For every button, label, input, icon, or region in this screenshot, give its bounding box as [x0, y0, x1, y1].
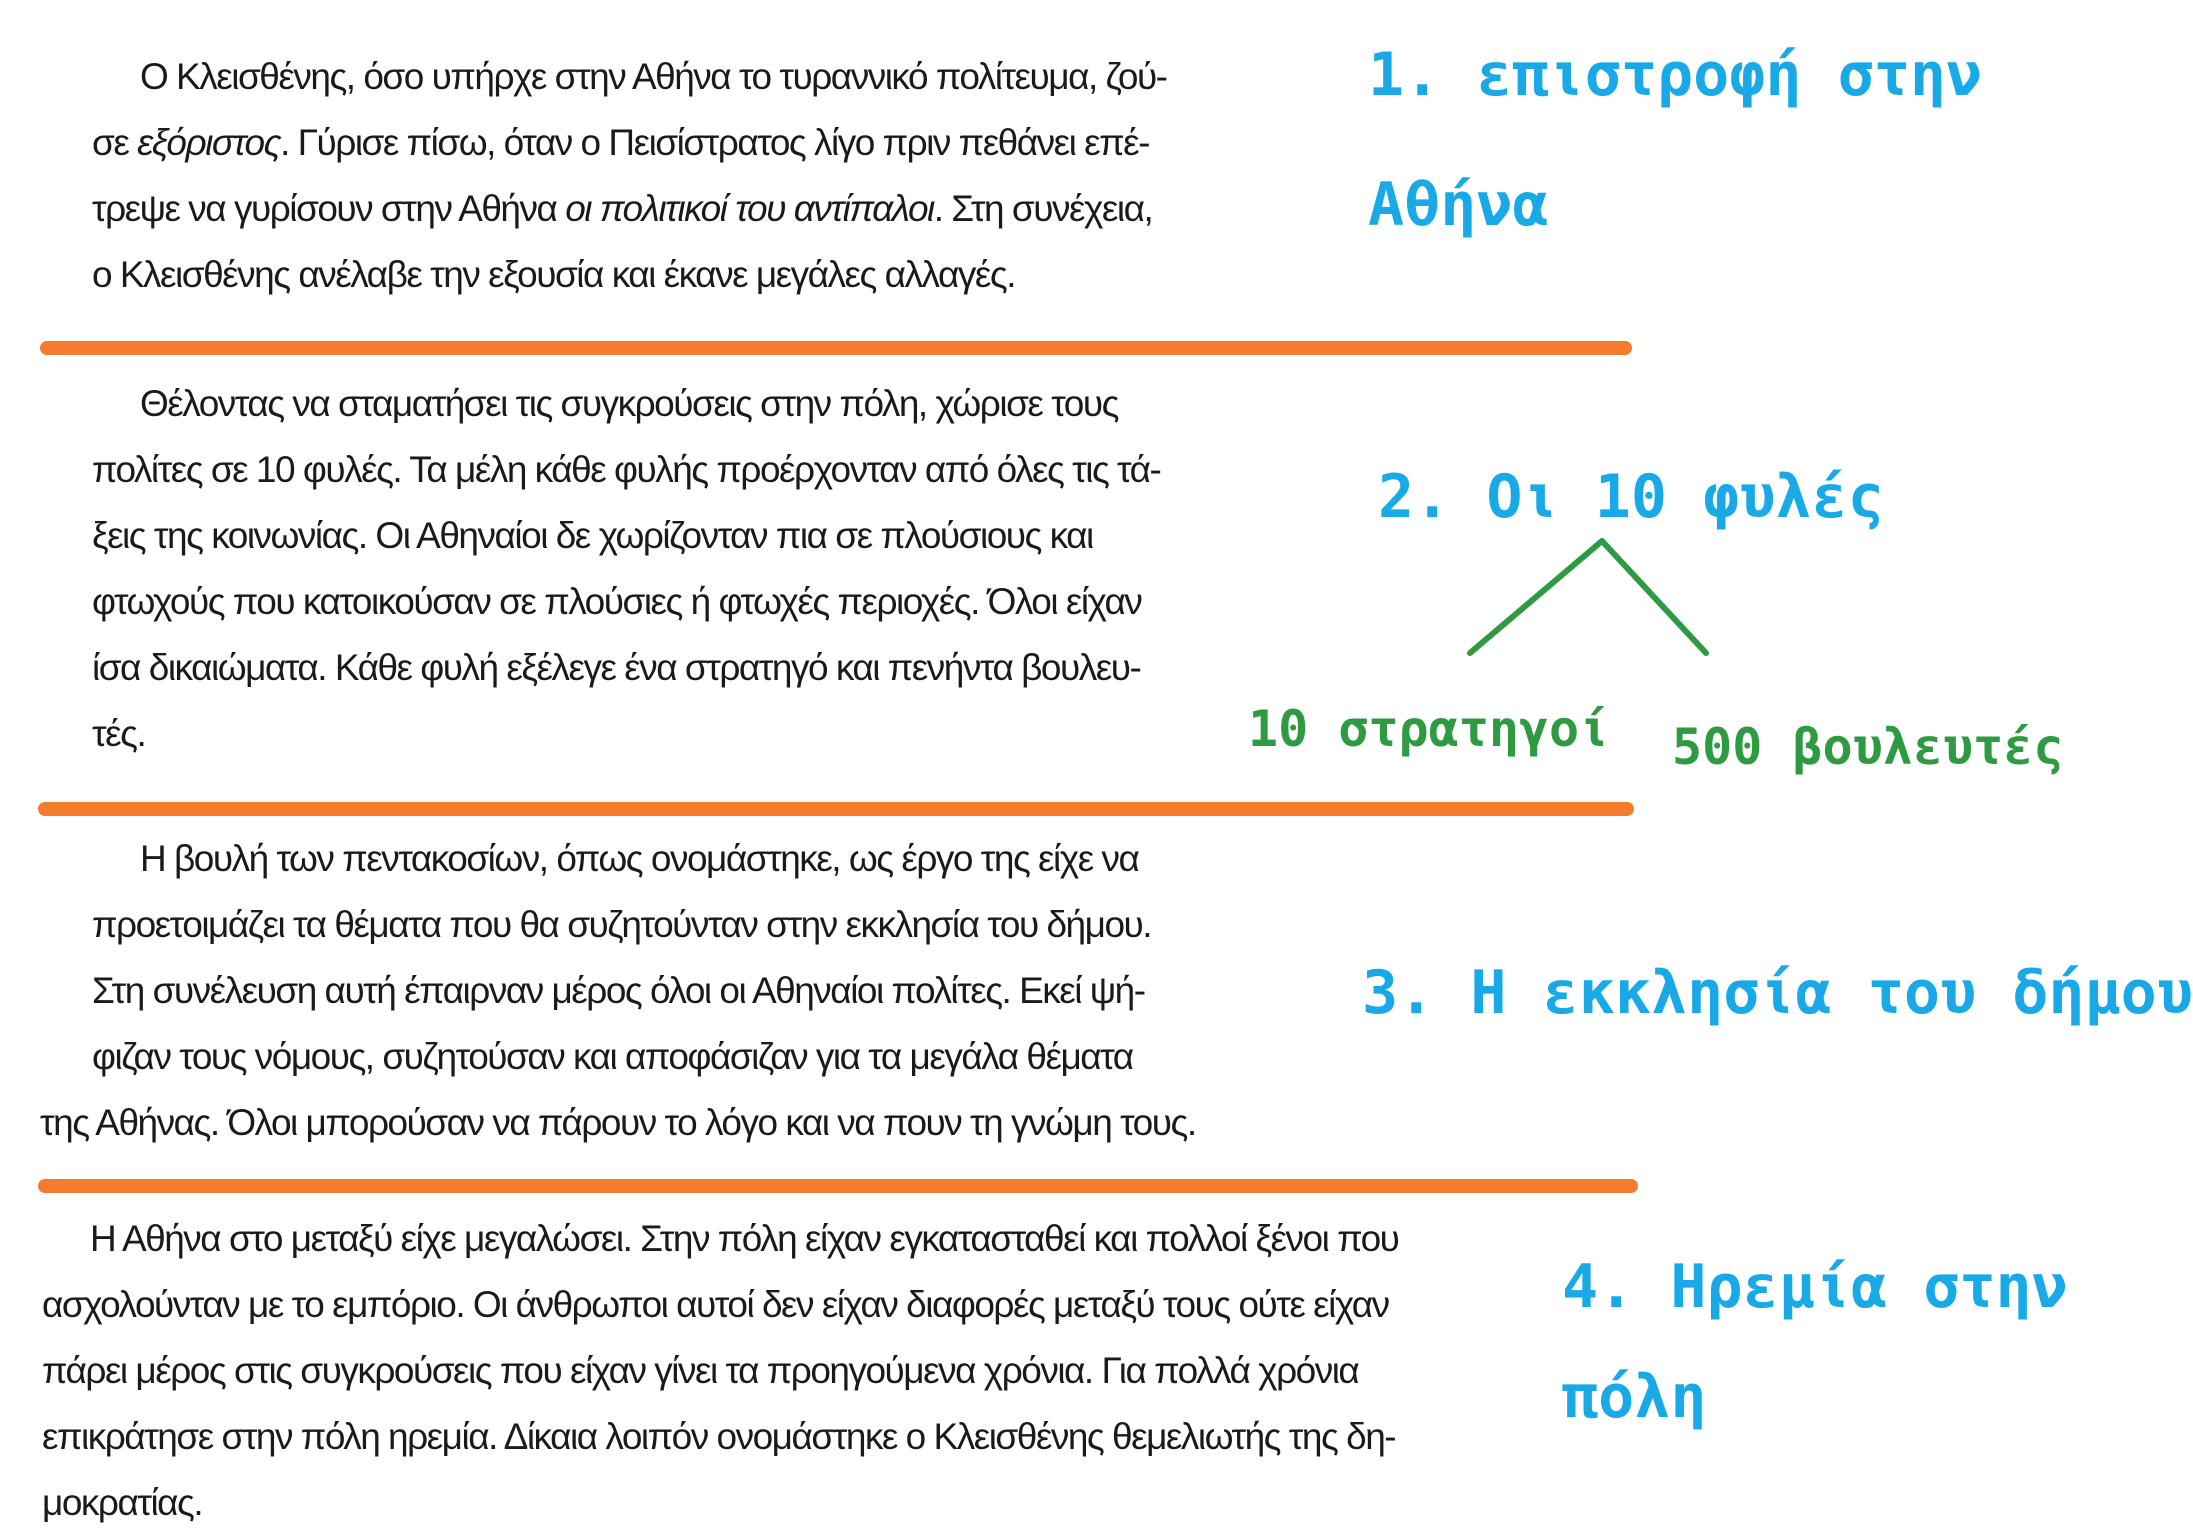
note-return-to-athens-line1: 1. επιστροφή στην: [1368, 40, 1983, 110]
paragraph-kleisthenes-return: Ο Κλεισθένης, όσο υπήρχε στην Αθήνα το τυραννικό πολίτευμα, ζού- σε εξόριστος. Γύρισε πίσω, όταν ο Πεισίστρατος λίγο πριν πεθάνει επέ- τρεψε να γυρίσουν στην Αθήνα οι πολιτικοί του αντίπαλοι. Στη συνέχεια, ο Κλεισθένης ανέλαβε την εξουσία και έκανε μεγάλες αλλαγές.: [92, 56, 1167, 295]
note-peace-in-city-line1: 4. Ηρεμία στην: [1562, 1252, 2068, 1322]
paragraph-ten-tribes: Θέλοντας να σταματήσει τις συγκρούσεις στην πόλη, χώρισε τους πολίτες σε 10 φυλές. Τα μέλη κάθε φυλής προέρχονταν από όλες τις τά- ξεις της κοινωνίας. Οι Αθηναίοι δε χωρίζονταν πια σε πλούσιους και φτωχούς που κατοικούσαν σε πλούσιες ή φτωχές περιοχές. Όλοι είχαν ίσα δικαιώματα. Κάθε φυλή εξέλεγε ένα στρατηγό και πενήντα βουλευ- τές.: [92, 383, 1161, 754]
note-ten-generals: 10 στρατηγοί: [1248, 700, 1610, 758]
section-divider: [38, 802, 1634, 816]
branch-left-line: [1470, 541, 1602, 653]
note-assembly-of-demos: 3. Η εκκλησία του δήμου: [1362, 958, 2193, 1028]
paragraph-peace: Η Αθήνα στο μεταξύ είχε μεγαλώσει. Στην πόλη είχαν εγκατασταθεί και πολλοί ξένοι που ασχολούνταν με το εμπόριο. Οι άνθρωποι αυτοί δεν είχαν διαφορές μεταξύ τους ούτε είχαν πάρει μέρος στις συγκρούσεις που είχαν γίνει τα προηγούμενα χρόνια. Για πολλά χρόνια επικράτησε στην πόλη ηρεμία. Δίκαια λοιπόν ονομάστηκε ο Κλεισθένης θεμελιωτής της δη- μοκρατίας.: [42, 1218, 1399, 1523]
paragraph-assembly: Η βουλή των πεντακοσίων, όπως ονομάστηκε, ως έργο της είχε να προετοιμάζει τα θέματα που θα συζητούνταν στην εκκλησία του δήμου. Στη συνέλευση αυτή έπαιρναν μέρος όλοι οι Αθηναίοι πολίτες. Εκεί ψή- φιζαν τους νόμους, συζητούσαν και αποφάσιζαν για τα μεγάλα θέματα της Αθήνας. Όλοι μπορούσαν να πάρουν το λόγο και να πουν τη γνώμη τους.: [40, 838, 1196, 1143]
section-divider: [40, 341, 1632, 355]
branch-right-line: [1602, 541, 1706, 653]
note-peace-in-city-line2: πόλη: [1562, 1362, 1707, 1432]
note-ten-tribes: 2. Οι 10 φυλές: [1378, 462, 1884, 532]
section-divider: [38, 1179, 1638, 1193]
note-five-hundred-councillors: 500 βουλευτές: [1672, 718, 2064, 776]
tribes-branch-diagram: [1460, 535, 1720, 665]
note-return-to-athens-line2: Αθήνα: [1368, 170, 1549, 240]
